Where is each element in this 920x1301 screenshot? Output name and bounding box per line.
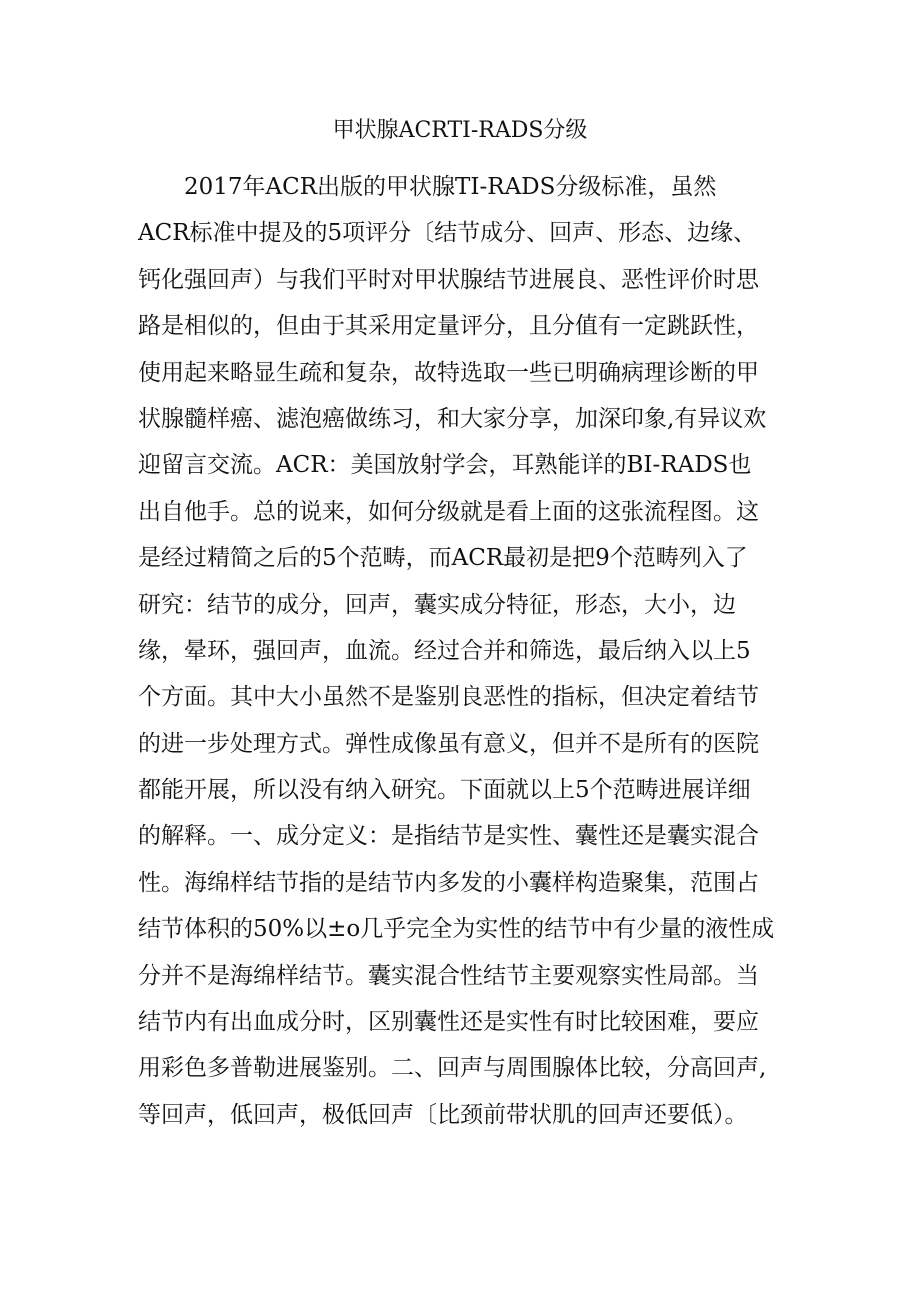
paragraph-line: 是经过精简之后的5个范畴，而ACR最初是把9个范畴列入了 xyxy=(138,545,748,572)
paragraph-line: 分并不是海绵样结节。囊实混合性结节主要观察实性局部。当 xyxy=(138,962,759,989)
paragraph-line: 用彩色多普勒进展鉴别。二、回声与周围腺体比较，分高回声, xyxy=(138,1055,767,1082)
paragraph-line: 个方面。其中大小虽然不是鉴别良恶性的指标，但决定着结节 xyxy=(138,684,759,711)
paragraph-line: 使用起来略显生疏和复杂，故特选取一些已明确病理诊断的甲 xyxy=(138,359,759,386)
paragraph-line: 2017年ACR出版的甲状腺TI-RADS分级标准，虽然 xyxy=(184,174,717,200)
paragraph-line: 钙化强回声）与我们平时对甲状腺结节进展良、恶性评价时思 xyxy=(138,266,759,293)
document-title: 甲状腺ACRTI-RADS分级 xyxy=(332,118,588,143)
document-body xyxy=(138,164,788,1138)
paragraph-line: 迎留言交流。ACR：美国放射学会，耳熟能详的BI-RADS也 xyxy=(138,452,752,479)
paragraph-line: ACR标准中提及的5项评分〔结节成分、回声、形态、边缘、 xyxy=(138,220,757,247)
paragraph-line: 缘，晕环，强回声，血流。经过合并和筛选，最后纳入以上5 xyxy=(138,637,751,664)
paragraph-line: 的进一步处理方式。弹性成像虽有意义，但并不是所有的医院 xyxy=(138,730,759,757)
paragraph-line: 状腺髓样癌、滤泡癌做练习，和大家分享，加深印象,有异议欢 xyxy=(138,405,767,432)
paragraph-line: 结节内有出血成分时，区别囊性还是实性有时比较困难，要应 xyxy=(138,1009,759,1036)
paragraph-line: 性。海绵样结节指的是结节内多发的小囊样构造聚集，范围占 xyxy=(138,869,759,896)
paragraph-line: 的解释。一、成分定义：是指结节是实性、囊性还是囊实混合 xyxy=(138,823,759,850)
paragraph-line: 结节体积的50%以±o几乎完全为实性的结节中有少量的液性成 xyxy=(138,916,775,943)
paragraph-line: 研究：结节的成分，回声，囊实成分特征，形态，大小，边 xyxy=(138,591,736,618)
paragraph-line: 出自他手。总的说来，如何分级就是看上面的这张流程图。这 xyxy=(138,498,759,525)
paragraph-line: 都能开展，所以没有纳入研究。下面就以上5个范畴进展详细 xyxy=(138,777,751,804)
paragraph-line: 等回声，低回声，极低回声〔比颈前带状肌的回声还要低）。 xyxy=(138,1101,748,1128)
paragraph-line: 路是相似的，但由于其采用定量评分，且分值有一定跳跃性， xyxy=(138,313,759,340)
